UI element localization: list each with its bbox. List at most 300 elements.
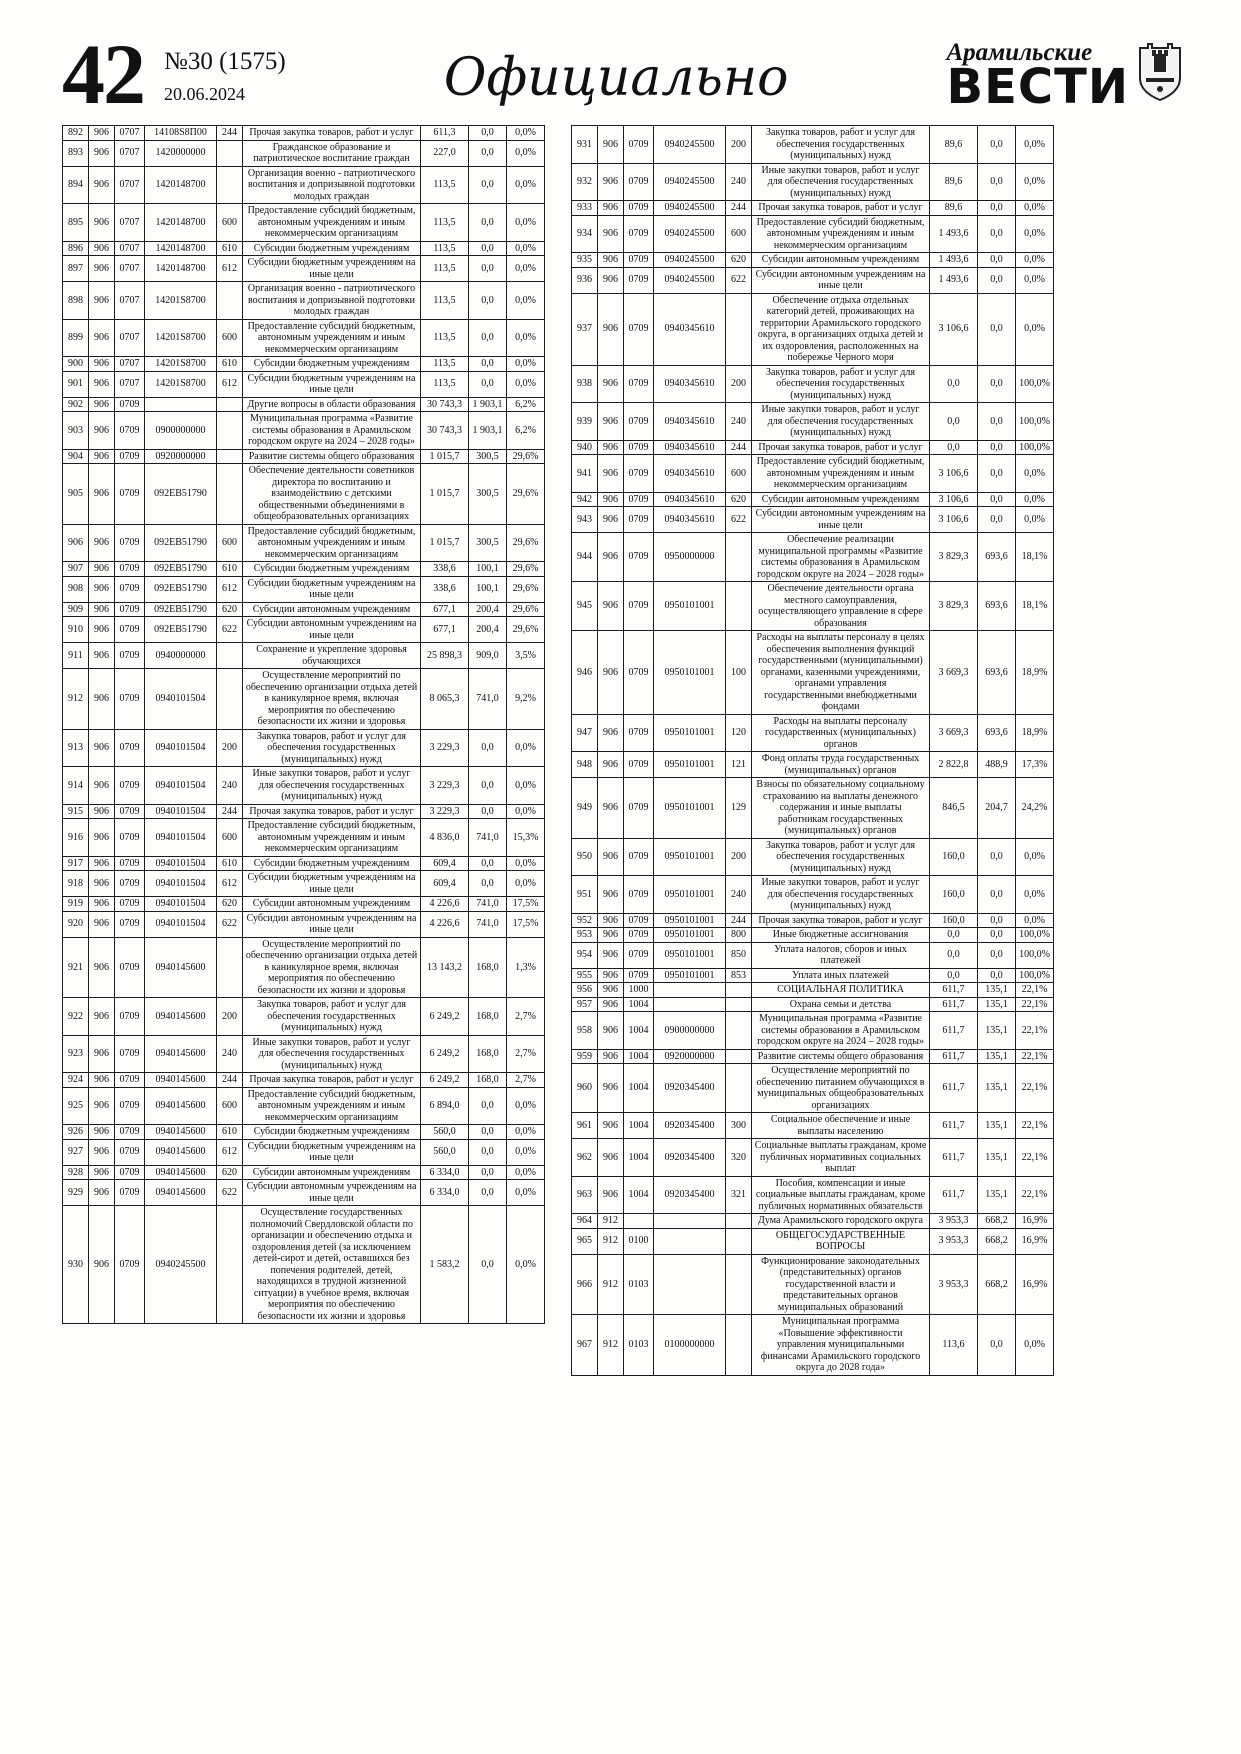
table-cell: 240	[726, 403, 752, 441]
table-row	[572, 838, 1054, 876]
budget-table-right	[571, 125, 1054, 1376]
table-cell: 0709	[624, 293, 654, 365]
table-cell: 0,0	[469, 371, 507, 397]
table-cell: 0,0%	[1016, 838, 1054, 876]
table-cell: 677,1	[421, 617, 469, 643]
table-cell: 0,0%	[507, 204, 545, 242]
city-crest-icon	[1137, 40, 1183, 107]
table-cell: 693,6	[978, 631, 1016, 715]
table-row	[63, 897, 545, 912]
table-cell: 1004	[624, 1139, 654, 1177]
table-cell: 0,0%	[507, 804, 545, 819]
table-cell: 0920000000	[145, 449, 217, 464]
table-cell: 906	[89, 856, 115, 871]
table-cell: 22,1%	[1016, 1049, 1054, 1064]
table-cell: 961	[572, 1113, 598, 1139]
table-cell: 3 229,3	[421, 729, 469, 767]
table-cell: 906	[598, 403, 624, 441]
table-row	[572, 1228, 1054, 1254]
table-cell: 22,1%	[1016, 1176, 1054, 1214]
table-cell: 955	[572, 968, 598, 983]
table-row	[572, 293, 1054, 365]
table-cell: 0,0%	[507, 1165, 545, 1180]
table-cell: 906	[598, 752, 624, 778]
table-cell: 160,0	[930, 913, 978, 928]
table-cell: Закупка товаров, работ и услуг для обеспечения государственных (муниципальных) нужд	[243, 729, 421, 767]
table-cell: Субсидии бюджетным учреждениям на иные цели	[243, 871, 421, 897]
table-cell: 0,0%	[1016, 253, 1054, 268]
table-cell: 1 015,7	[421, 464, 469, 525]
table-cell: 092EB51790	[145, 617, 217, 643]
table-cell: 0950101001	[654, 928, 726, 943]
table-cell: 0,0	[978, 201, 1016, 216]
table-cell: 200	[726, 838, 752, 876]
table-cell: 0,0%	[507, 256, 545, 282]
table-cell: Прочая закупка товаров, работ и услуг	[752, 440, 930, 455]
table-cell: 1420000000	[145, 140, 217, 166]
table-cell: 135,1	[978, 1064, 1016, 1113]
table-cell: Пособия, компенсации и иные социальные выплаты гражданам, кроме публичных нормативных обязательств	[752, 1176, 930, 1214]
table-cell	[217, 937, 243, 998]
table-cell: 0940245500	[654, 201, 726, 216]
table-cell: 0,0%	[1016, 455, 1054, 493]
table-cell: 957	[572, 997, 598, 1012]
table-cell: 0,0	[469, 204, 507, 242]
table-cell: 6 249,2	[421, 1035, 469, 1073]
table-cell: Развитие системы общего образования	[243, 449, 421, 464]
table-row	[572, 126, 1054, 164]
table-cell: 135,1	[978, 1049, 1016, 1064]
table-cell: 0940345610	[654, 492, 726, 507]
table-cell: 113,5	[421, 282, 469, 320]
table-cell: 1 493,6	[930, 253, 978, 268]
table-cell: 0,0	[469, 856, 507, 871]
table-cell: 906	[89, 562, 115, 577]
table-cell: 1004	[624, 1113, 654, 1139]
table-cell: 0709	[624, 838, 654, 876]
table-cell: 952	[572, 913, 598, 928]
table-cell: 0,0	[469, 140, 507, 166]
table-cell: 1004	[624, 1064, 654, 1113]
table-cell: 0950000000	[654, 533, 726, 582]
table-cell: 906	[89, 576, 115, 602]
table-cell: 17,5%	[507, 897, 545, 912]
table-cell: 906	[89, 1139, 115, 1165]
table-cell: 897	[63, 256, 89, 282]
table-row	[572, 1012, 1054, 1050]
table-cell: 0940101504	[145, 669, 217, 730]
table-cell: 0950101001	[654, 752, 726, 778]
table-cell: 600	[217, 204, 243, 242]
table-cell: 906	[89, 140, 115, 166]
table-cell: 0,0%	[507, 1180, 545, 1206]
table-cell: 6 249,2	[421, 998, 469, 1036]
table-cell: 965	[572, 1228, 598, 1254]
table-cell: 958	[572, 1012, 598, 1050]
table-cell: 100,0%	[1016, 928, 1054, 943]
table-cell: 0,0	[469, 729, 507, 767]
table-cell: 18,9%	[1016, 631, 1054, 715]
table-cell: 1 903,1	[469, 412, 507, 450]
table-cell: 906	[89, 449, 115, 464]
table-cell: 902	[63, 397, 89, 412]
table-cell: Уплата иных платежей	[752, 968, 930, 983]
table-cell: 0940101504	[145, 911, 217, 937]
table-cell: 0940000000	[145, 643, 217, 669]
table-cell: 906	[598, 876, 624, 914]
table-cell: Организация военно - патриотического воспитания и допризывной подготовки молодых граждан	[243, 166, 421, 204]
table-cell: 0709	[115, 1139, 145, 1165]
table-cell: 29,6%	[507, 602, 545, 617]
table-cell: 1420148700	[145, 166, 217, 204]
table-cell: 129	[726, 778, 752, 839]
table-cell: 0900000000	[654, 1012, 726, 1050]
table-cell: 0950101001	[654, 778, 726, 839]
table-cell: 906	[598, 507, 624, 533]
table-cell: 0,0%	[507, 767, 545, 805]
table-cell: 925	[63, 1087, 89, 1125]
table-cell: 0,0	[930, 403, 978, 441]
table-cell: 0,0	[978, 507, 1016, 533]
table-cell: 13 143,2	[421, 937, 469, 998]
table-cell: 18,1%	[1016, 582, 1054, 631]
table-cell: 338,6	[421, 576, 469, 602]
table-cell: 0940245500	[654, 215, 726, 253]
table-row	[572, 631, 1054, 715]
table-row	[63, 319, 545, 357]
table-cell: 15,3%	[507, 819, 545, 857]
table-cell: 0707	[115, 241, 145, 256]
table-cell: 092EB51790	[145, 576, 217, 602]
table-cell: Субсидии автономным учреждениям	[243, 602, 421, 617]
table-row	[63, 1073, 545, 1088]
table-cell: 135,1	[978, 997, 1016, 1012]
table-row	[572, 267, 1054, 293]
table-cell: 0,0%	[507, 856, 545, 871]
table-cell: Закупка товаров, работ и услуг для обеспечения государственных (муниципальных) нужд	[752, 838, 930, 876]
table-cell: Субсидии автономным учреждениям на иные цели	[243, 1180, 421, 1206]
table-cell: 600	[726, 455, 752, 493]
table-cell: 0,0	[978, 942, 1016, 968]
table-cell: 0709	[624, 533, 654, 582]
table-cell: Закупка товаров, работ и услуг для обеспечения государственных (муниципальных) нужд	[752, 126, 930, 164]
table-cell: 906	[598, 631, 624, 715]
table-cell: 0940101504	[145, 856, 217, 871]
table-cell: 600	[217, 1087, 243, 1125]
table-row	[63, 1035, 545, 1073]
table-cell: 912	[598, 1228, 624, 1254]
table-cell: 947	[572, 714, 598, 752]
table-cell: 962	[572, 1139, 598, 1177]
table-cell: 611,7	[930, 1139, 978, 1177]
table-cell: 240	[726, 163, 752, 201]
table-cell: 620	[217, 1165, 243, 1180]
table-cell: 906	[598, 983, 624, 998]
table-cell: 0709	[115, 1165, 145, 1180]
table-cell: 906	[89, 617, 115, 643]
table-cell: 16,9%	[1016, 1254, 1054, 1315]
table-cell: 906	[598, 215, 624, 253]
table-cell: Иные закупки товаров, работ и услуг для обеспечения государственных (муниципальных) нужд	[243, 1035, 421, 1073]
table-cell: Обеспечение реализации муниципальной программы «Развитие системы образования в Арамильском городском округе на 2024 – 2028 годы»	[752, 533, 930, 582]
table-cell: Предоставление субсидий бюджетным, автономным учреждениям и иным некоммерческим организациям	[243, 319, 421, 357]
table-cell: 3 953,3	[930, 1254, 978, 1315]
table-cell: 600	[217, 819, 243, 857]
table-cell: Другие вопросы в области образования	[243, 397, 421, 412]
table-cell: 913	[63, 729, 89, 767]
table-cell: 1004	[624, 997, 654, 1012]
table-cell: 1420148700	[145, 256, 217, 282]
table-row	[572, 1254, 1054, 1315]
table-cell: 244	[217, 804, 243, 819]
page-number: 42	[62, 26, 144, 122]
table-cell: 0,0	[930, 440, 978, 455]
table-cell: 611,7	[930, 1113, 978, 1139]
table-cell: 100,0%	[1016, 403, 1054, 441]
table-cell: 906	[89, 1125, 115, 1140]
table-cell: 0,0	[978, 126, 1016, 164]
table-cell: 909,0	[469, 643, 507, 669]
table-cell: 956	[572, 983, 598, 998]
table-cell: 906	[598, 582, 624, 631]
table-cell: 0,0%	[1016, 163, 1054, 201]
table-cell: 0709	[624, 253, 654, 268]
table-cell: 0940101504	[145, 729, 217, 767]
table-cell: Субсидии бюджетным учреждениям на иные цели	[243, 371, 421, 397]
table-cell: Охрана семьи и детства	[752, 997, 930, 1012]
table-row	[572, 1049, 1054, 1064]
table-cell: 945	[572, 582, 598, 631]
table-cell: 200,4	[469, 602, 507, 617]
table-cell: 906	[598, 997, 624, 1012]
table-cell	[217, 1206, 243, 1324]
table-cell: 0709	[115, 911, 145, 937]
table-cell	[654, 1228, 726, 1254]
table-cell: 9,2%	[507, 669, 545, 730]
table-cell: 113,5	[421, 357, 469, 372]
table-cell: 0940345610	[654, 440, 726, 455]
table-cell: 900	[63, 357, 89, 372]
table-cell: 30 743,3	[421, 397, 469, 412]
table-cell: Осуществление мероприятий по обеспечению организации отдыха детей в каникулярное время, включая мероприятия по обеспечению безопасности их жизни и здоровья	[243, 669, 421, 730]
newspaper-logo	[946, 39, 1183, 115]
table-cell: 933	[572, 201, 598, 216]
table-row	[572, 1139, 1054, 1177]
table-cell: 338,6	[421, 562, 469, 577]
table-cell: 906	[89, 729, 115, 767]
table-cell: Функционирование законодательных (представительных) органов государственной власти и представительных органов муниципальных образований	[752, 1254, 930, 1315]
table-row	[63, 1087, 545, 1125]
table-cell: 244	[726, 913, 752, 928]
table-cell: 560,0	[421, 1139, 469, 1165]
table-row	[572, 492, 1054, 507]
table-cell: 0,0	[978, 365, 1016, 403]
table-cell: 0,0	[469, 804, 507, 819]
table-cell: 906	[89, 1180, 115, 1206]
table-row	[63, 204, 545, 242]
table-cell: 0940101504	[145, 804, 217, 819]
table-cell: 0,0	[469, 1087, 507, 1125]
table-cell: 906	[89, 1087, 115, 1125]
table-cell: 0709	[624, 163, 654, 201]
table-cell: 0,0	[469, 241, 507, 256]
table-cell: 0709	[624, 942, 654, 968]
table-cell: 906	[89, 256, 115, 282]
table-cell: 0,0	[469, 357, 507, 372]
table-cell: 919	[63, 897, 89, 912]
table-cell: 906	[89, 804, 115, 819]
table-cell: 906	[598, 1064, 624, 1113]
table-cell: Муниципальная программа «Развитие системы образования в Арамильском городском округе на 2024 – 2028 годы»	[752, 1012, 930, 1050]
table-row	[572, 1315, 1054, 1376]
table-cell: 300,5	[469, 524, 507, 562]
table-cell	[726, 1228, 752, 1254]
table-cell: 0950101001	[654, 942, 726, 968]
table-row	[572, 253, 1054, 268]
table-cell: 0709	[624, 752, 654, 778]
table-cell: 0940245500	[654, 267, 726, 293]
table-cell: 906	[89, 937, 115, 998]
table-cell: 0,0	[469, 1165, 507, 1180]
table-cell: 850	[726, 942, 752, 968]
table-cell: 909	[63, 602, 89, 617]
table-cell: 0707	[115, 319, 145, 357]
table-cell: 0,0%	[1016, 1315, 1054, 1376]
table-cell: 0940345610	[654, 455, 726, 493]
table-cell: 200,4	[469, 617, 507, 643]
table-cell: 0,0%	[507, 357, 545, 372]
table-cell: 0709	[624, 582, 654, 631]
table-cell: 0,0	[978, 1315, 1016, 1376]
table-cell: 906	[598, 253, 624, 268]
section-title: Официально	[443, 48, 789, 108]
table-cell: 912	[598, 1214, 624, 1229]
table-cell: 0950101001	[654, 838, 726, 876]
table-cell: 0103	[624, 1315, 654, 1376]
table-cell: 18,9%	[1016, 714, 1054, 752]
table-cell: Субсидии автономным учреждениям	[752, 492, 930, 507]
table-cell: Субсидии бюджетным учреждениям	[243, 562, 421, 577]
table-cell: 924	[63, 1073, 89, 1088]
table-cell: 0709	[115, 412, 145, 450]
table-cell: 14201S8700	[145, 357, 217, 372]
table-cell: 135,1	[978, 983, 1016, 998]
table-cell: 244	[726, 201, 752, 216]
table-cell: 693,6	[978, 714, 1016, 752]
table-cell: 100,1	[469, 562, 507, 577]
table-cell: 3 953,3	[930, 1228, 978, 1254]
table-cell: 906	[89, 371, 115, 397]
table-cell: 903	[63, 412, 89, 450]
table-cell: 0950101001	[654, 968, 726, 983]
table-row	[63, 562, 545, 577]
table-cell: 741,0	[469, 897, 507, 912]
table-cell: Закупка товаров, работ и услуг для обеспечения государственных (муниципальных) нужд	[243, 998, 421, 1036]
table-cell: 0940101504	[145, 819, 217, 857]
table-cell: 906	[598, 1049, 624, 1064]
table-cell: Субсидии бюджетным учреждениям	[243, 856, 421, 871]
table-cell: 1,3%	[507, 937, 545, 998]
table-cell: 622	[726, 267, 752, 293]
table-row	[63, 911, 545, 937]
table-cell	[726, 983, 752, 998]
table-cell: 906	[89, 767, 115, 805]
table-cell: 906	[598, 201, 624, 216]
table-cell: 29,6%	[507, 524, 545, 562]
table-row	[572, 714, 1054, 752]
table-cell: 899	[63, 319, 89, 357]
table-cell: 092EB51790	[145, 464, 217, 525]
table-cell: 612	[217, 1139, 243, 1165]
table-cell: 6,2%	[507, 397, 545, 412]
table-row	[572, 201, 1054, 216]
table-cell: 800	[726, 928, 752, 943]
table-cell: 3 106,6	[930, 507, 978, 533]
table-cell: 0,0	[978, 913, 1016, 928]
table-cell: 0,0	[978, 163, 1016, 201]
table-cell: 0940145600	[145, 998, 217, 1036]
table-cell: 906	[63, 524, 89, 562]
table-row	[572, 1113, 1054, 1139]
table-cell	[726, 997, 752, 1012]
table-cell: Субсидии бюджетным учреждениям на иные цели	[243, 576, 421, 602]
table-cell: Субсидии бюджетным учреждениям на иные цели	[243, 256, 421, 282]
table-cell: 0709	[115, 804, 145, 819]
table-cell: 6 249,2	[421, 1073, 469, 1088]
table-cell: 0,0	[469, 282, 507, 320]
table-cell: 321	[726, 1176, 752, 1214]
table-row	[572, 1064, 1054, 1113]
table-cell: 100	[726, 631, 752, 715]
table-cell: 668,2	[978, 1228, 1016, 1254]
table-cell: 906	[598, 440, 624, 455]
table-cell: 135,1	[978, 1139, 1016, 1177]
table-cell: 0940245500	[654, 126, 726, 164]
table-row	[63, 524, 545, 562]
table-cell: 937	[572, 293, 598, 365]
table-cell: 092EB51790	[145, 602, 217, 617]
table-cell: 0707	[115, 371, 145, 397]
table-cell: 949	[572, 778, 598, 839]
table-cell: 0940245500	[654, 253, 726, 268]
table-row	[572, 215, 1054, 253]
table-cell: 906	[598, 1176, 624, 1214]
table-cell: 906	[89, 524, 115, 562]
table-cell: 612	[217, 371, 243, 397]
table-cell: 930	[63, 1206, 89, 1324]
table-cell	[726, 1214, 752, 1229]
table-cell: 967	[572, 1315, 598, 1376]
table-cell: 89,6	[930, 163, 978, 201]
table-cell: 200	[726, 365, 752, 403]
table-cell: 906	[89, 602, 115, 617]
table-cell: 14201S8700	[145, 371, 217, 397]
table-cell: 0709	[115, 1035, 145, 1073]
table-cell	[217, 140, 243, 166]
table-cell: Иные бюджетные ассигнования	[752, 928, 930, 943]
table-cell: 912	[598, 1254, 624, 1315]
table-cell: 931	[572, 126, 598, 164]
table-cell: 29,6%	[507, 617, 545, 643]
table-cell: 3 829,3	[930, 533, 978, 582]
table-cell: 0707	[115, 140, 145, 166]
table-cell: 929	[63, 1180, 89, 1206]
table-cell: 0,0	[469, 256, 507, 282]
table-row	[572, 507, 1054, 533]
table-cell: 113,5	[421, 319, 469, 357]
table-row	[63, 241, 545, 256]
table-cell: 906	[89, 1073, 115, 1088]
